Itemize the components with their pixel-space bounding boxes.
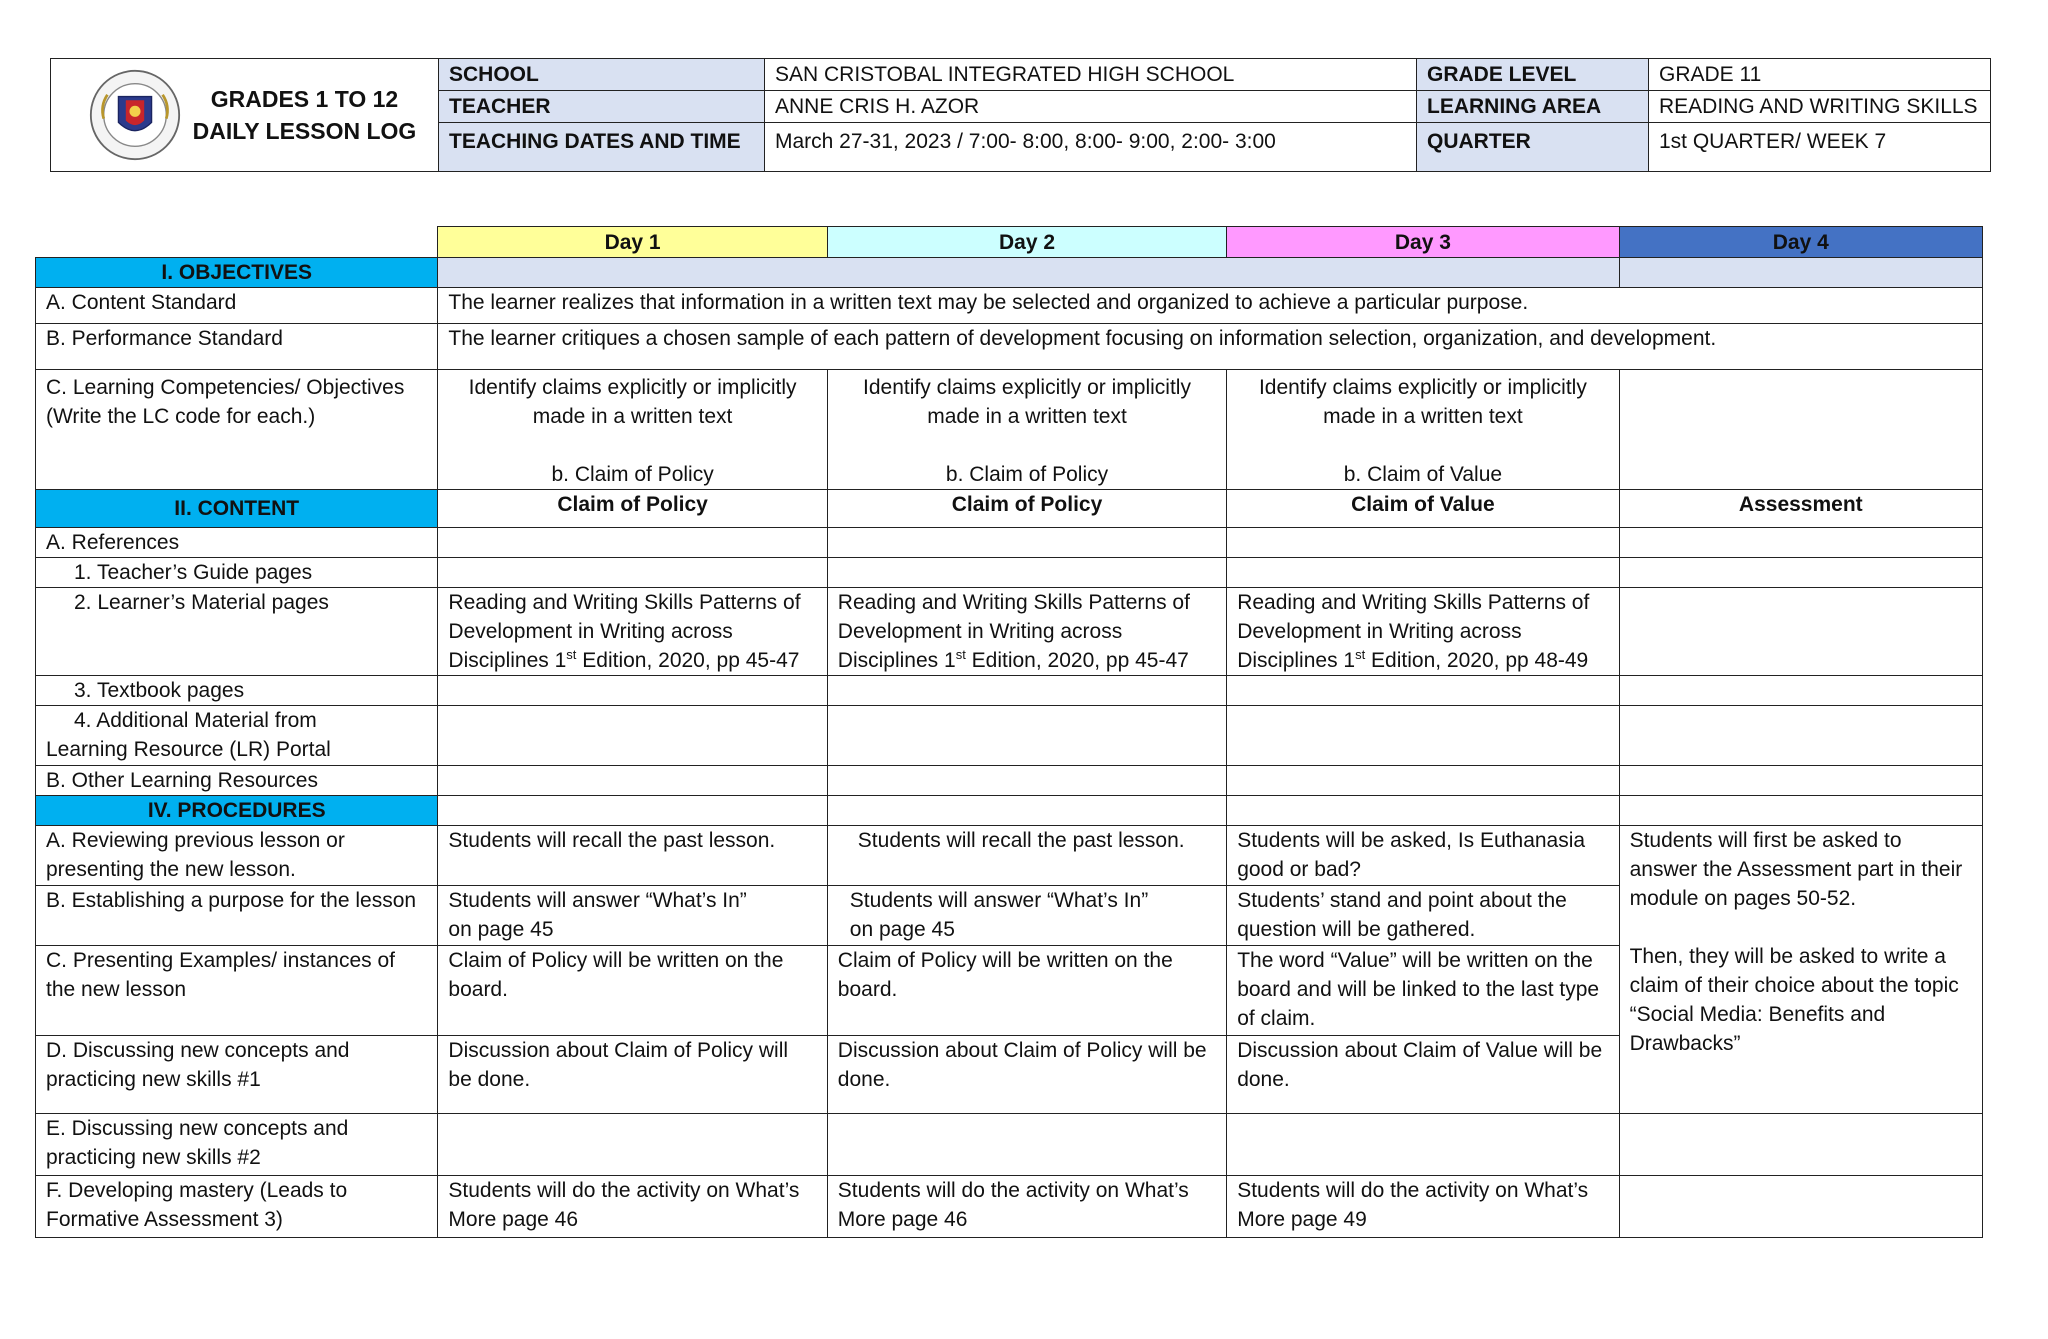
proc-d-day2: Discussion about Claim of Policy will be done. bbox=[827, 1036, 1226, 1114]
content-heading: II. CONTENT bbox=[36, 490, 438, 528]
topic-day2: Claim of Policy bbox=[827, 490, 1226, 528]
content-standard-label: A. Content Standard bbox=[36, 288, 438, 324]
proc-d-day1: Discussion about Claim of Policy will be done. bbox=[438, 1036, 827, 1114]
competency-day2: Identify claims explicitly or implicitly made in a written text b. Claim of Policy bbox=[827, 370, 1226, 490]
day1-header: Day 1 bbox=[438, 227, 827, 258]
proc-c-day3: The word “Value” will be written on the board and will be linked to the last type of claim. bbox=[1227, 946, 1619, 1036]
school-label: SCHOOL bbox=[439, 59, 765, 91]
learners-material-label: 2. Learner’s Material pages bbox=[36, 588, 438, 676]
learning-area-label: LEARNING AREA bbox=[1417, 91, 1649, 123]
proc-a-day1: Students will recall the past lesson. bbox=[438, 826, 827, 886]
proc-a-day3: Students will be asked, Is Euthanasia good or bad? bbox=[1227, 826, 1619, 886]
dates-label: TEACHING DATES AND TIME bbox=[439, 123, 765, 172]
log-title-cell bbox=[51, 59, 439, 172]
teacher-value: ANNE CRIS H. AZOR bbox=[765, 91, 1417, 123]
learners-material-day2: Reading and Writing Skills Patterns of Development in Writing across Disciplines 1st Edition, 2020, pp 45-47 bbox=[827, 588, 1226, 676]
proc-d-label: D. Discussing new concepts and practicing new skills #1 bbox=[36, 1036, 438, 1114]
performance-standard-text: The learner critiques a chosen sample of each pattern of development focusing on information selection, organization, and development. bbox=[438, 324, 1983, 370]
proc-a-day2: Students will recall the past lesson. bbox=[827, 826, 1226, 886]
school-value: SAN CRISTOBAL INTEGRATED HIGH SCHOOL bbox=[765, 59, 1417, 91]
day2-header: Day 2 bbox=[827, 227, 1226, 258]
grade-level-value: GRADE 11 bbox=[1649, 59, 1991, 91]
proc-e-label: E. Discussing new concepts and practicing new skills #2 bbox=[36, 1114, 438, 1176]
teacher-label: TEACHER bbox=[439, 91, 765, 123]
grade-level-label: GRADE LEVEL bbox=[1417, 59, 1649, 91]
procedures-heading: IV. PROCEDURES bbox=[36, 796, 438, 826]
competency-day3: Identify claims explicitly or implicitly made in a written text b. Claim of Value bbox=[1227, 370, 1619, 490]
competencies-label: C. Learning Competencies/ Objectives (Write the LC code for each.) bbox=[36, 370, 438, 490]
proc-b-label: B. Establishing a purpose for the lesson bbox=[36, 886, 438, 946]
day3-header: Day 3 bbox=[1227, 227, 1619, 258]
quarter-value: 1st QUARTER/ WEEK 7 bbox=[1649, 123, 1991, 172]
learners-material-day3: Reading and Writing Skills Patterns of Development in Writing across Disciplines 1st Edition, 2020, pp 48-49 bbox=[1227, 588, 1619, 676]
proc-c-day2: Claim of Policy will be written on the board. bbox=[827, 946, 1226, 1036]
topic-day3: Claim of Value bbox=[1227, 490, 1619, 528]
proc-f-day2: Students will do the activity on What’s More page 46 bbox=[827, 1176, 1226, 1238]
proc-b-day2: Students will answer “What’s In” on page 45 bbox=[827, 886, 1226, 946]
textbook-label: 3. Textbook pages bbox=[36, 676, 438, 706]
other-resources-label: B. Other Learning Resources bbox=[36, 766, 438, 796]
log-title-line2: DAILY LESSON LOG bbox=[192, 118, 417, 144]
dates-value: March 27-31, 2023 / 7:00- 8:00, 8:00- 9:00, 2:00- 3:00 bbox=[765, 123, 1417, 172]
content-standard-text: The learner realizes that information in a written text may be selected and organized to achieve a particular purpose. bbox=[438, 288, 1983, 324]
proc-a-label: A. Reviewing previous lesson or presenting the new lesson. bbox=[36, 826, 438, 886]
proc-f-day1: Students will do the activity on What’s More page 46 bbox=[438, 1176, 827, 1238]
proc-c-label: C. Presenting Examples/ instances of the new lesson bbox=[36, 946, 438, 1036]
topic-day4: Assessment bbox=[1619, 490, 1982, 528]
additional-material-label: 4. Additional Material from Learning Resource (LR) Portal bbox=[36, 706, 438, 766]
lesson-table bbox=[35, 226, 1983, 1238]
proc-f-label: F. Developing mastery (Leads to Formative Assessment 3) bbox=[36, 1176, 438, 1238]
teachers-guide-label: 1. Teacher’s Guide pages bbox=[36, 558, 438, 588]
deped-seal-icon bbox=[89, 69, 181, 161]
procedures-day4: Students will first be asked to answer the Assessment part in their module on pages 50-52. Then, they will be asked to write a claim of their choice about the topic “Social Media: Benefits and Drawbacks” bbox=[1619, 826, 1982, 1114]
learners-material-day1: Reading and Writing Skills Patterns of Development in Writing across Disciplines 1st Edition, 2020, pp 45-47 bbox=[438, 588, 827, 676]
proc-b-day3: Students’ stand and point about the question will be gathered. bbox=[1227, 886, 1619, 946]
header-table bbox=[50, 58, 1991, 172]
competency-day4 bbox=[1619, 370, 1982, 490]
day4-header: Day 4 bbox=[1619, 227, 1982, 258]
competency-day1: Identify claims explicitly or implicitly made in a written text b. Claim of Policy bbox=[438, 370, 827, 490]
objectives-heading: I. OBJECTIVES bbox=[36, 258, 438, 288]
proc-f-day3: Students will do the activity on What’s More page 49 bbox=[1227, 1176, 1619, 1238]
performance-standard-label: B. Performance Standard bbox=[36, 324, 438, 370]
log-title-line1: GRADES 1 TO 12 bbox=[210, 86, 399, 112]
proc-c-day1: Claim of Policy will be written on the board. bbox=[438, 946, 827, 1036]
day-header-row bbox=[36, 227, 1983, 258]
quarter-label: QUARTER bbox=[1417, 123, 1649, 172]
topic-day1: Claim of Policy bbox=[438, 490, 827, 528]
learning-area-value: READING AND WRITING SKILLS bbox=[1649, 91, 1991, 123]
proc-d-day3: Discussion about Claim of Value will be done. bbox=[1227, 1036, 1619, 1114]
references-label: A. References bbox=[36, 528, 438, 558]
proc-b-day1: Students will answer “What’s In” on page 45 bbox=[438, 886, 827, 946]
